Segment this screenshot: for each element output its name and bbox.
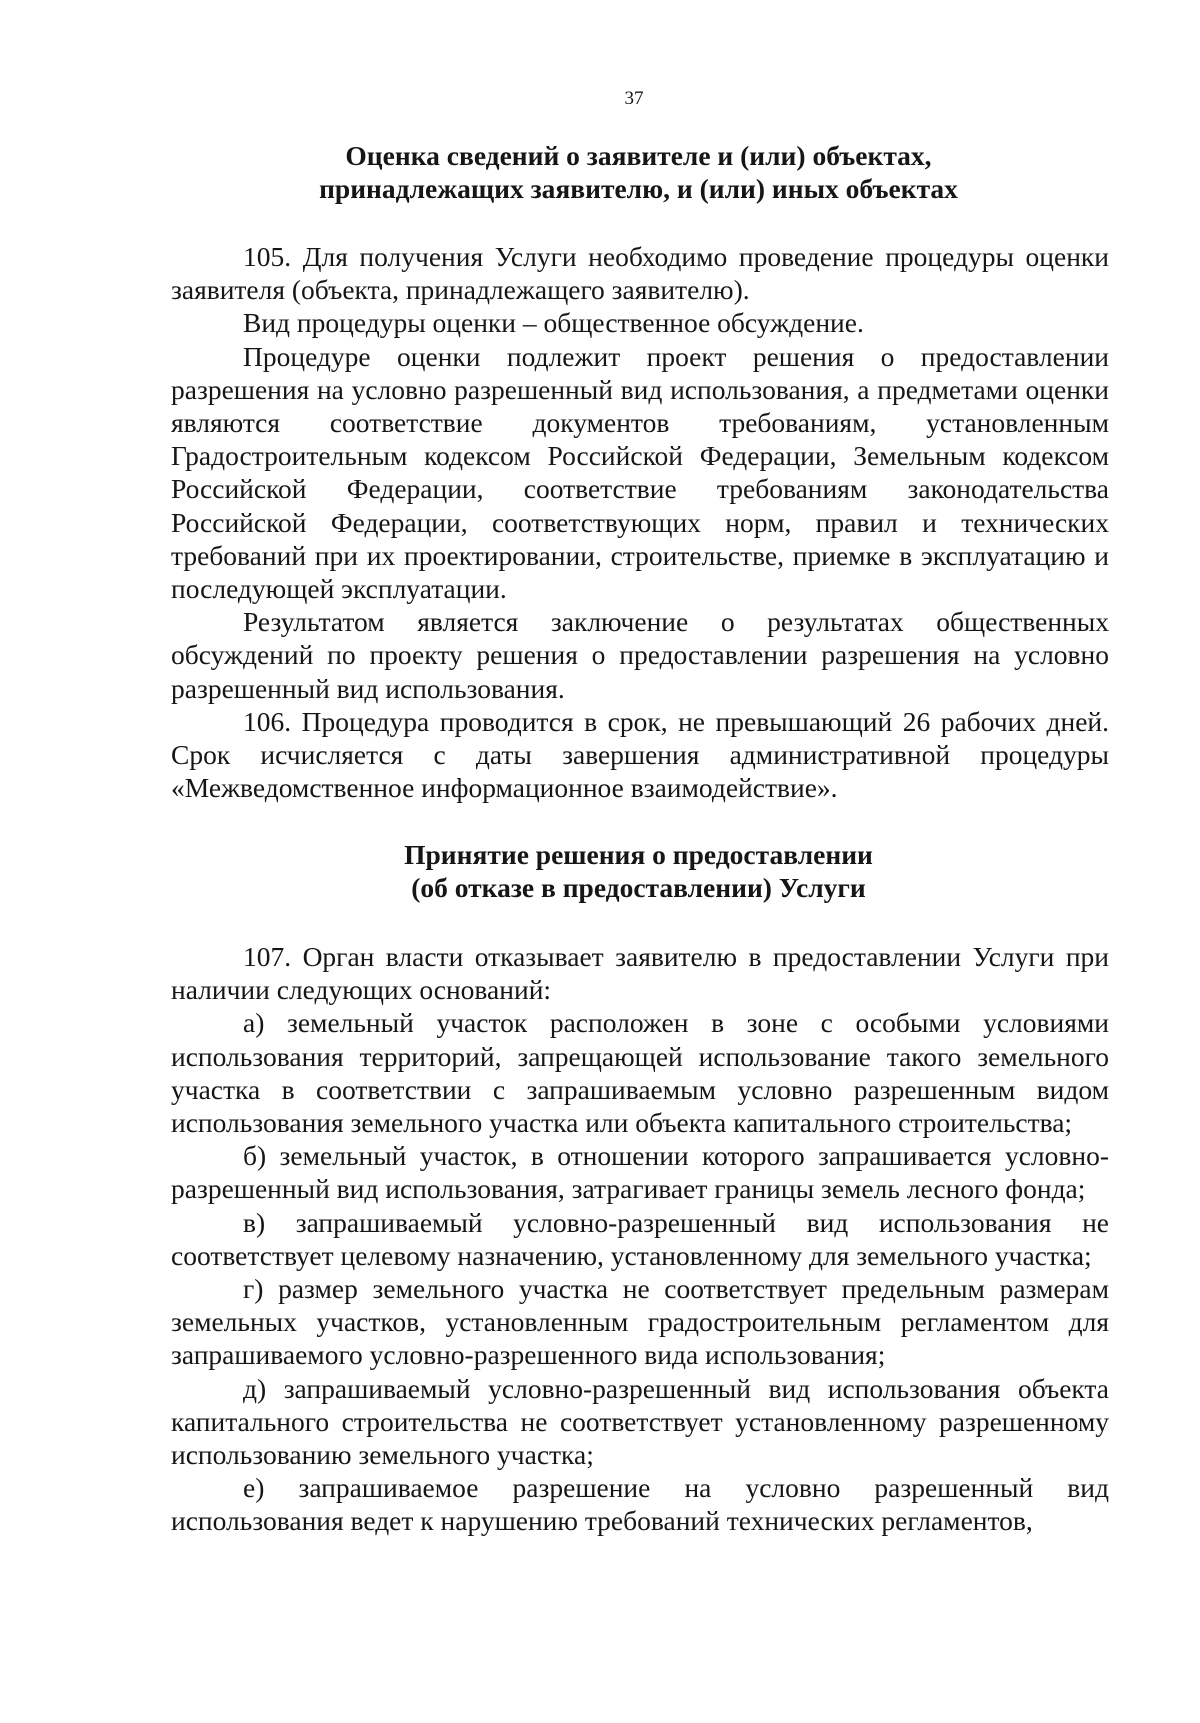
heading-line: Оценка сведений о заявителе и (или) объектах, [345,140,932,171]
section-body-decision [171,940,1109,1538]
list-item-b: б) земельный участок, в отношении которого запрашивается условно-разрешенный вид использования, затрагивает границы земель лесного фонда; [171,1140,1109,1205]
list-item-d: д) запрашиваемый условно-разрешенный вид использования объекта капитального строительства не соответствует установленному разрешенному использованию земельного участка; [171,1372,1109,1471]
heading-line: Принятие решения о предоставлении [404,839,873,870]
heading-line: (об отказе в предоставлении) Услуги [411,872,866,903]
paragraph-107: 107. Орган власти отказывает заявителю в предоставлении Услуги при наличии следующих оснований: [171,941,1109,1006]
paragraph-result: Результатом является заключение о результатах общественных обсуждений по проекту решения о предоставлении разрешения на условно разрешенный вид использования. [171,606,1109,704]
paragraph-assessment-subject: Процедуре оценки подлежит проект решения о предоставлении разрешения на условно разрешенный вид использования, а предметами оценки являются соответствие документов требованиям, установленным Градостроительным кодексом Российской Федерации, Земельным кодексом Российской Федерации, соответствие требованиям законодательства Российской Федерации, соответствующих норм, правил и технических требований при их проектировании, строительстве, приемке в эксплуатацию и последующей эксплуатации. [171,340,1109,605]
heading-line: принадлежащих заявителю, и (или) иных объектах [319,173,958,204]
list-item-v: в) запрашиваемый условно-разрешенный вид использования не соответствует целевому назначению, установленному для земельного участка; [171,1206,1109,1271]
page-number: 37 [624,88,644,109]
section-heading-decision [0,838,1200,904]
list-item-g: г) размер земельного участка не соответствует предельным размерам земельных участков, установленным градостроительным регламентом для запрашиваемого условно-разрешенного вида использования; [171,1273,1109,1371]
list-item-e: е) запрашиваемое разрешение на условно разрешенный вид использования ведет к нарушению требований технических регламентов, [171,1472,1109,1537]
section-body-assessment [171,240,1109,804]
section-heading-assessment [0,139,1200,205]
list-item-a: а) земельный участок расположен в зоне с особыми условиями использования территорий, запрещающей использование такого земельного участка в соответствии с запрашиваемым условно разрешенным видом использования земельного участка или объекта капитального строительства; [171,1007,1109,1139]
paragraph-105: 105. Для получения Услуги необходимо проведение процедуры оценки заявителя (объекта, принадлежащего заявителю). [171,241,1109,306]
paragraph-procedure-type: Вид процедуры оценки – общественное обсуждение. [243,307,864,339]
paragraph-106: 106. Процедура проводится в срок, не превышающий 26 рабочих дней. Срок исчисляется с даты завершения административной процедуры «Межведомственное информационное взаимодействие». [171,705,1109,804]
